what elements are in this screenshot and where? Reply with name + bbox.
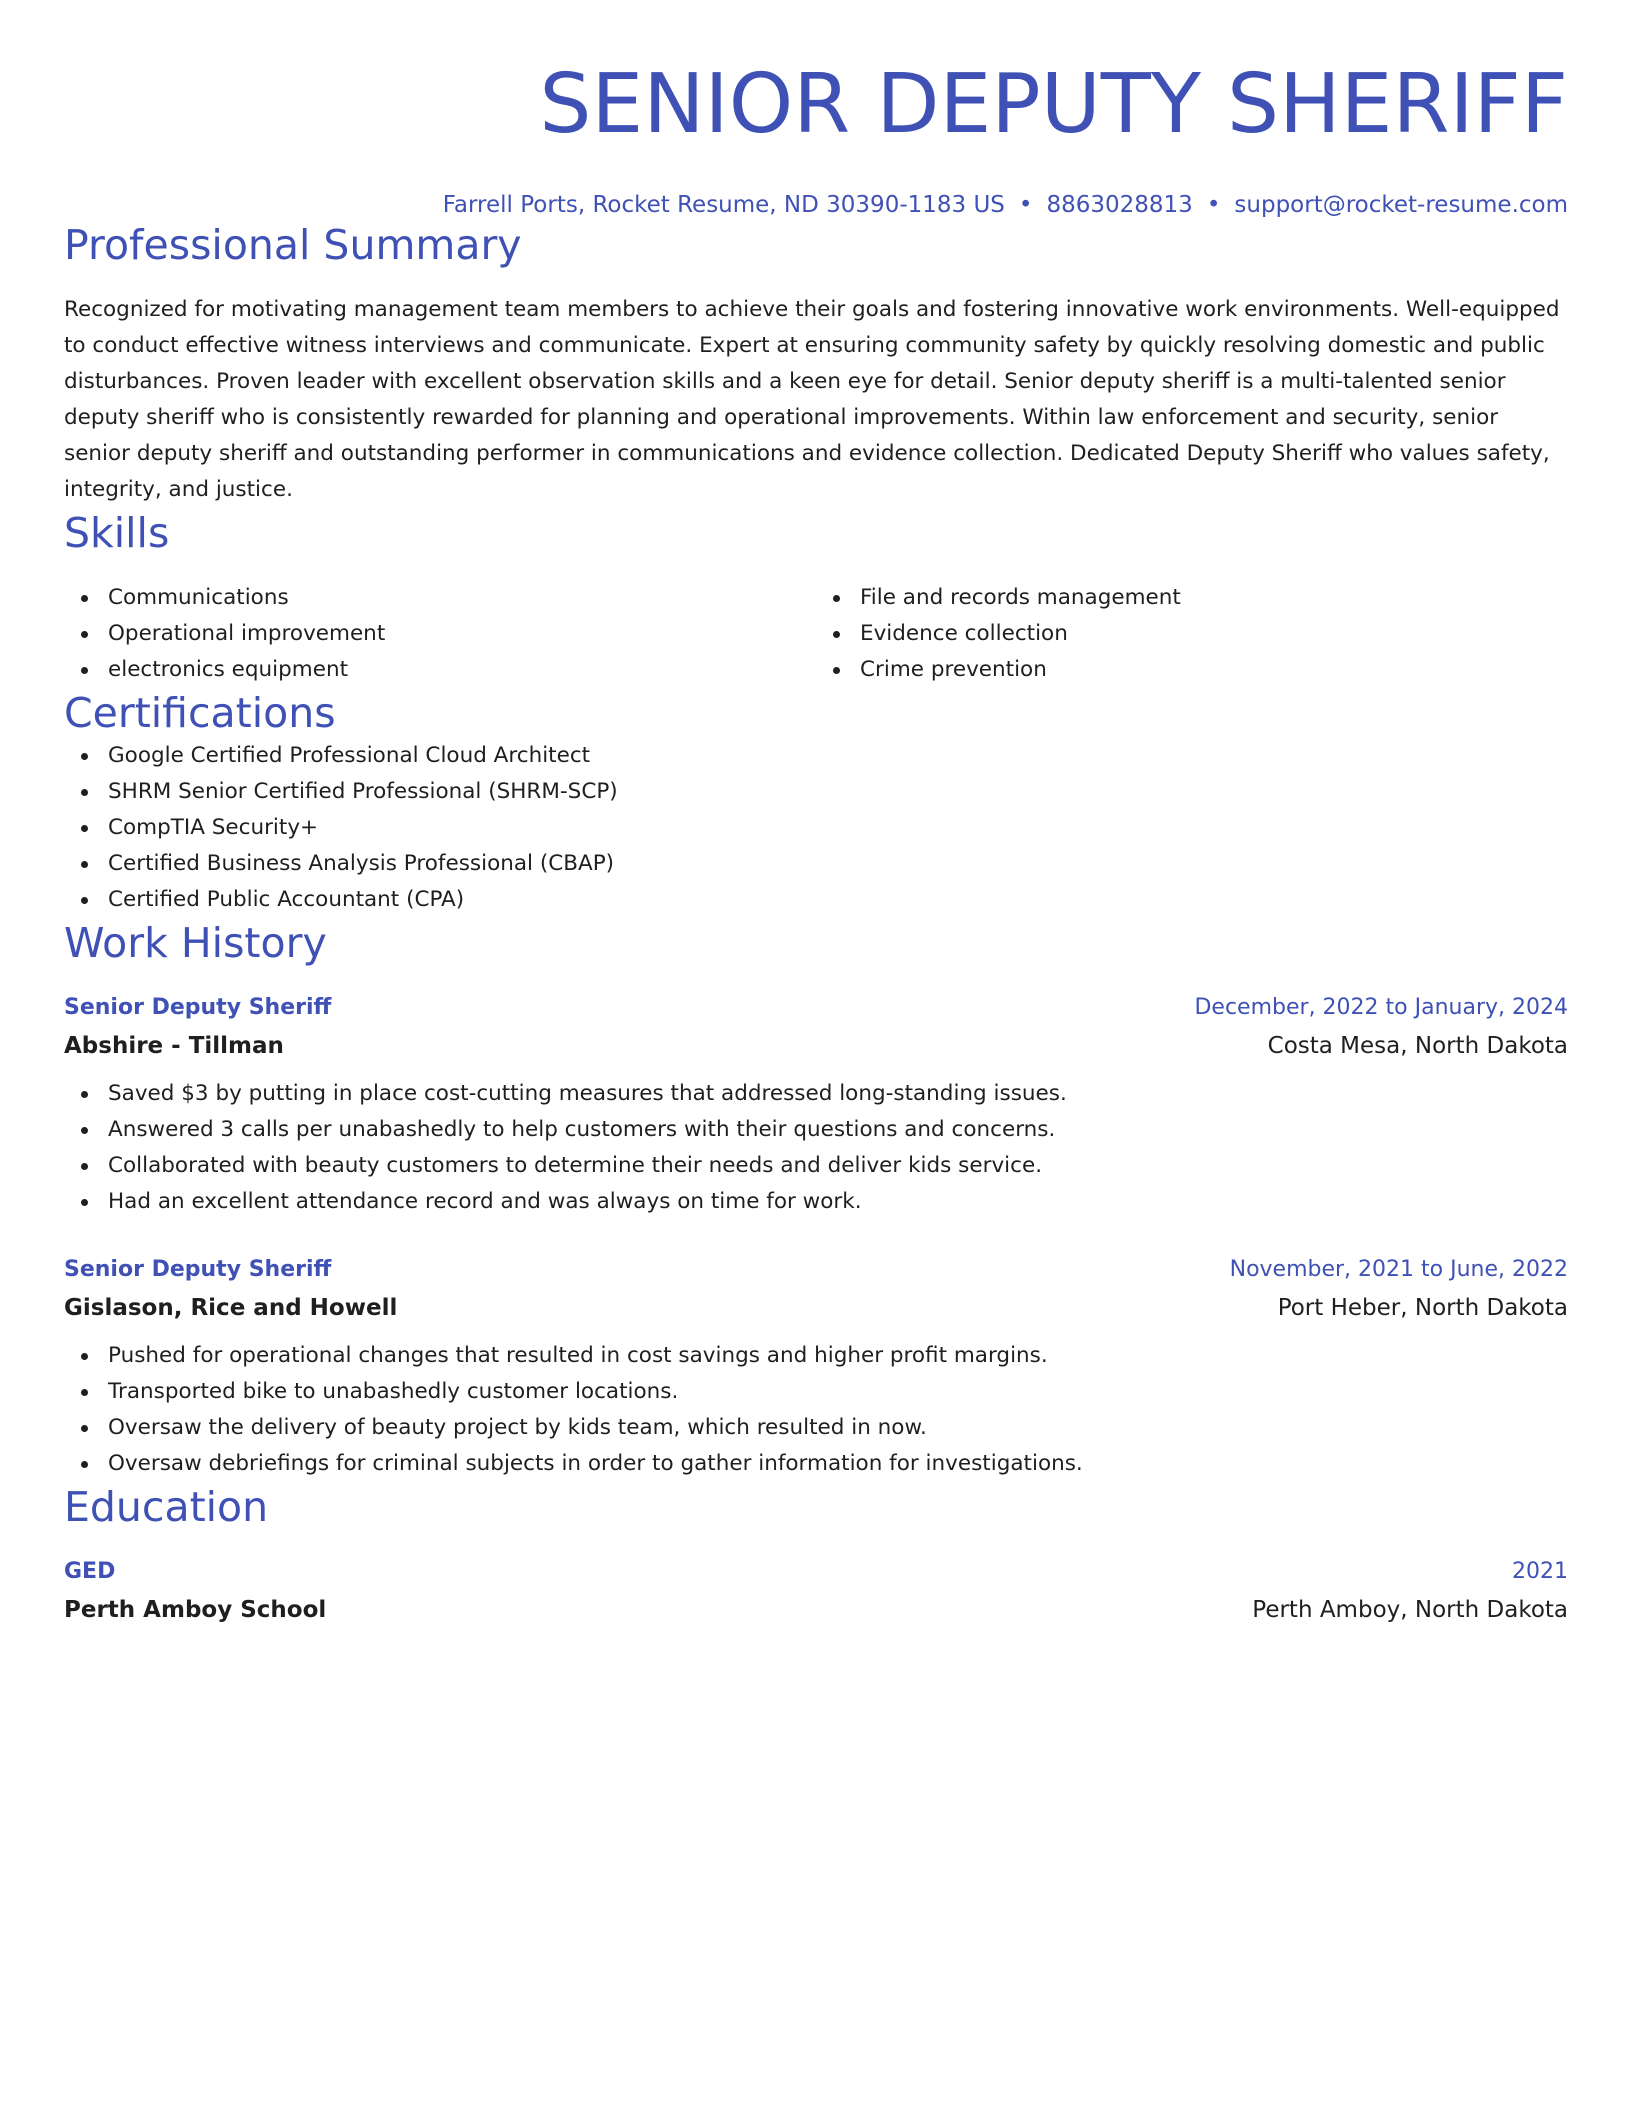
- contact-separator: •: [1206, 192, 1221, 218]
- certification-item: SHRM Senior Certified Professional (SHRM-SCP): [108, 774, 1568, 810]
- job-subheader: [64, 1026, 1568, 1066]
- certification-item: CompTIA Security+: [108, 810, 1568, 846]
- skill-item: Crime prevention: [860, 652, 1568, 688]
- job-dates: December, 2022 to January, 2024: [1194, 995, 1568, 1020]
- skills-list: [64, 580, 1568, 688]
- skill-item: Communications: [108, 580, 816, 616]
- job-location: Costa Mesa, North Dakota: [1267, 1033, 1568, 1059]
- job-company: Abshire - Tillman: [64, 1033, 284, 1059]
- job-bullets: [64, 1338, 1568, 1482]
- certification-item: Certified Public Accountant (CPA): [108, 882, 1568, 918]
- contact-line: [64, 190, 1568, 220]
- skills-heading: Skills: [64, 509, 170, 557]
- education-header: [64, 1554, 1568, 1590]
- education-entry: [64, 1554, 1568, 1630]
- summary-heading: Professional Summary: [64, 221, 522, 269]
- certifications-list: [64, 738, 1568, 918]
- job-bullet: Had an excellent attendance record and was always on time for work.: [108, 1184, 1568, 1220]
- education-subheader: [64, 1590, 1568, 1630]
- skills-column-right: [816, 580, 1568, 688]
- job-entry: [64, 990, 1568, 1220]
- job-entry: [64, 1252, 1568, 1482]
- certification-item: Google Certified Professional Cloud Architect: [108, 738, 1568, 774]
- job-header: [64, 990, 1568, 1026]
- certification-item: Certified Business Analysis Professional (CBAP): [108, 846, 1568, 882]
- education-year: 2021: [1512, 1559, 1568, 1584]
- contact-separator: •: [1018, 192, 1033, 218]
- job-header: [64, 1252, 1568, 1288]
- job-bullet: Oversaw debriefings for criminal subjects in order to gather information for investigations.: [108, 1446, 1568, 1482]
- job-title: Senior Deputy Sheriff: [64, 995, 332, 1020]
- certifications-heading: Certifications: [64, 689, 336, 737]
- job-location: Port Heber, North Dakota: [1277, 1295, 1568, 1321]
- job-bullet: Answered 3 calls per unabashedly to help customers with their questions and concerns.: [108, 1112, 1568, 1148]
- skill-item: Operational improvement: [108, 616, 816, 652]
- contact-phone: 8863028813: [1046, 192, 1193, 218]
- education-heading: Education: [64, 1483, 269, 1531]
- work-history-heading: Work History: [64, 919, 327, 967]
- job-bullet: Oversaw the delivery of beauty project by kids team, which resulted in now.: [108, 1410, 1568, 1446]
- job-bullet: Pushed for operational changes that resulted in cost savings and higher profit margins.: [108, 1338, 1568, 1374]
- job-company: Gislason, Rice and Howell: [64, 1295, 398, 1321]
- skills-column-left: [64, 580, 816, 688]
- job-bullet: Collaborated with beauty customers to determine their needs and deliver kids service.: [108, 1148, 1568, 1184]
- job-bullet: Saved $3 by putting in place cost-cutting measures that addressed long-standing issues.: [108, 1076, 1568, 1112]
- education-degree: GED: [64, 1559, 116, 1584]
- contact-address: Farrell Ports, Rocket Resume, ND 30390-1183 US: [442, 192, 1005, 218]
- summary-text: Recognized for motivating management team members to achieve their goals and fostering innovative work environments. Well-equipped to conduct effective witness interviews and communicate. Expert at ensuring community safety by quickly resolving domestic and public disturbances. Proven leader with excellent observation skills and a keen eye for detail. Senior deputy sheriff is a multi-talented senior deputy sheriff who is consistently rewarded for planning and operational improvements. Within law enforcement and security, senior senior deputy sheriff and outstanding performer in communications and evidence collection. Dedicated Deputy Sheriff who values safety, integrity, and justice.: [64, 297, 1560, 502]
- job-title: Senior Deputy Sheriff: [64, 1257, 332, 1282]
- job-bullets: [64, 1076, 1568, 1220]
- resume-title: SENIOR DEPUTY SHERIFF: [539, 57, 1568, 152]
- skill-item: File and records management: [860, 580, 1568, 616]
- job-dates: November, 2021 to June, 2022: [1229, 1257, 1568, 1282]
- skill-item: electronics equipment: [108, 652, 816, 688]
- education-location: Perth Amboy, North Dakota: [1252, 1597, 1568, 1623]
- job-bullet: Transported bike to unabashedly customer locations.: [108, 1374, 1568, 1410]
- contact-email: support@rocket-resume.com: [1234, 192, 1568, 218]
- skill-item: Evidence collection: [860, 616, 1568, 652]
- job-subheader: [64, 1288, 1568, 1328]
- education-school: Perth Amboy School: [64, 1597, 327, 1623]
